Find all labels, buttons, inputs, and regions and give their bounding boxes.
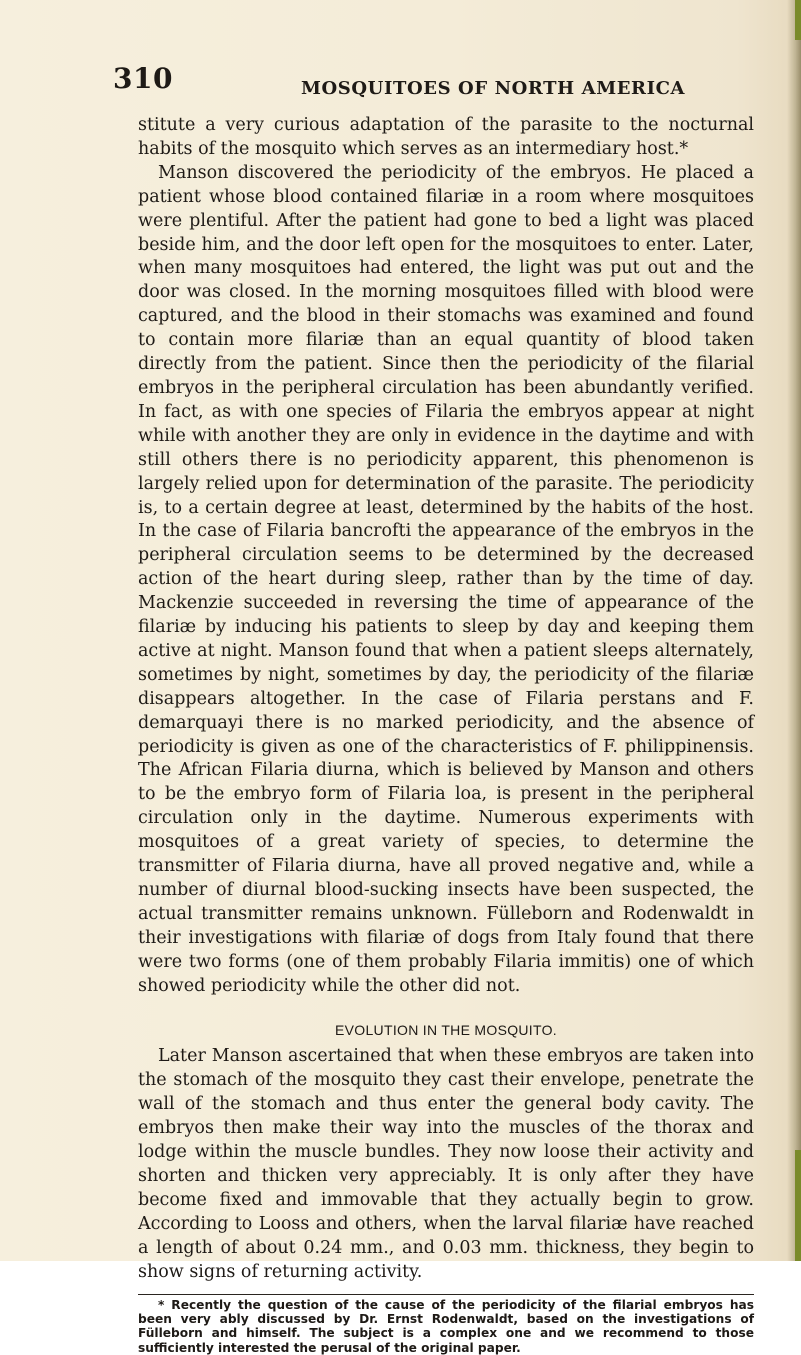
section-heading: EVOLUTION IN THE MOSQUITO.	[138, 1019, 754, 1043]
running-head: MOSQUITOES OF NORTH AMERICA	[301, 78, 685, 99]
paragraph-manson-periodicity: Manson discovered the periodicity of the embryos. He placed a patient whose blood contained filariæ in a room where mosquitoes were plentiful. After the patient had gone to bed a light was placed beside him, and the door left open for the mosquitoes to enter. Later, when many mosquitoes had entered, the light was put out and the door was closed. In the morning mosquitoes filled with blood were captured, and the blood in their stomachs was examined and found to contain more filariæ than an equal quantity of blood taken directly from the patient. Since then the periodicity of the filarial embryos in the peripheral circulation has been abundantly verified. In fact, as with one species of Filaria the embryos appear at night while with another they are only in evidence in the daytime and with still others there is no periodicity apparent, this phenomenon is largely relied upon for determination of the parasite. The periodicity is, to a certain degree at least, determined by the habits of the host. In the case of Filaria bancrofti the appearance of the embryos in the peripheral circulation seems to be determined by the decreased action of the heart during sleep, rather than by the time of day. Mackenzie succeeded in reversing the time of appearance of the filariæ by inducing his patients to sleep by day and keeping them active at night. Manson found that when a patient sleeps alternately, sometimes by night, sometimes by day, the periodicity of the filariæ disappears altogether. In the case of Filaria perstans and F. demarquayi there is no marked periodicity, and the absence of periodicity is given as one of the characteristics of F. philippinensis. The African Filaria diurna, which is believed by Manson and others to be the embryo form of Filaria loa, is present in the peripheral circulation only in the daytime. Numerous experiments with mosquitoes of a great variety of species, to determine the transmitter of Filaria diurna, have all proved negative and, while a number of diurnal blood-sucking insects have been suspected, the actual transmitter remains unknown. Fülleborn and Rodenwaldt in their investigations with filariæ of dogs from Italy found that there were two forms (one of them probably Filaria immitis) one of which showed periodicity while the other did not.	[138, 162, 754, 999]
page-edge-shadow	[787, 0, 801, 1261]
footnote-divider	[138, 1294, 754, 1295]
paragraph-evolution: Later Manson ascertained that when these embryos are taken into the stomach of the mosquito they cast their envelope, penetrate the wall of the stomach and thus enter the general body cavity. The embryos then make their way into the muscles of the thorax and lodge within the muscle bundles. They now loose their activity and shorten and thicken very appreciably. It is only after they have become fixed and immovable that they actually begin to grow. According to Looss and others, when the larval filariæ have reached a length of about 0.24 mm., and 0.03 mm. thickness, they begin to show signs of returning activity.	[138, 1045, 754, 1284]
page-header	[113, 62, 753, 112]
page-body	[138, 114, 754, 1355]
footnote: * Recently the question of the cause of the periodicity of the filarial embryos has been very ably discussed by Dr. Ernst Rodenwaldt, based on the investigations of Fülleborn and himself. The subject is a complex one and we recommend to those sufficiently interested the perusal of the original paper.	[138, 1298, 754, 1355]
page-edge-mark-top	[795, 0, 801, 40]
page-number: 310	[113, 62, 173, 95]
page-edge-mark-bottom	[795, 1150, 801, 1261]
paragraph-continuation: stitute a very curious adaptation of the parasite to the nocturnal habits of the mosquito which serves as an intermediary host.*	[138, 114, 754, 162]
